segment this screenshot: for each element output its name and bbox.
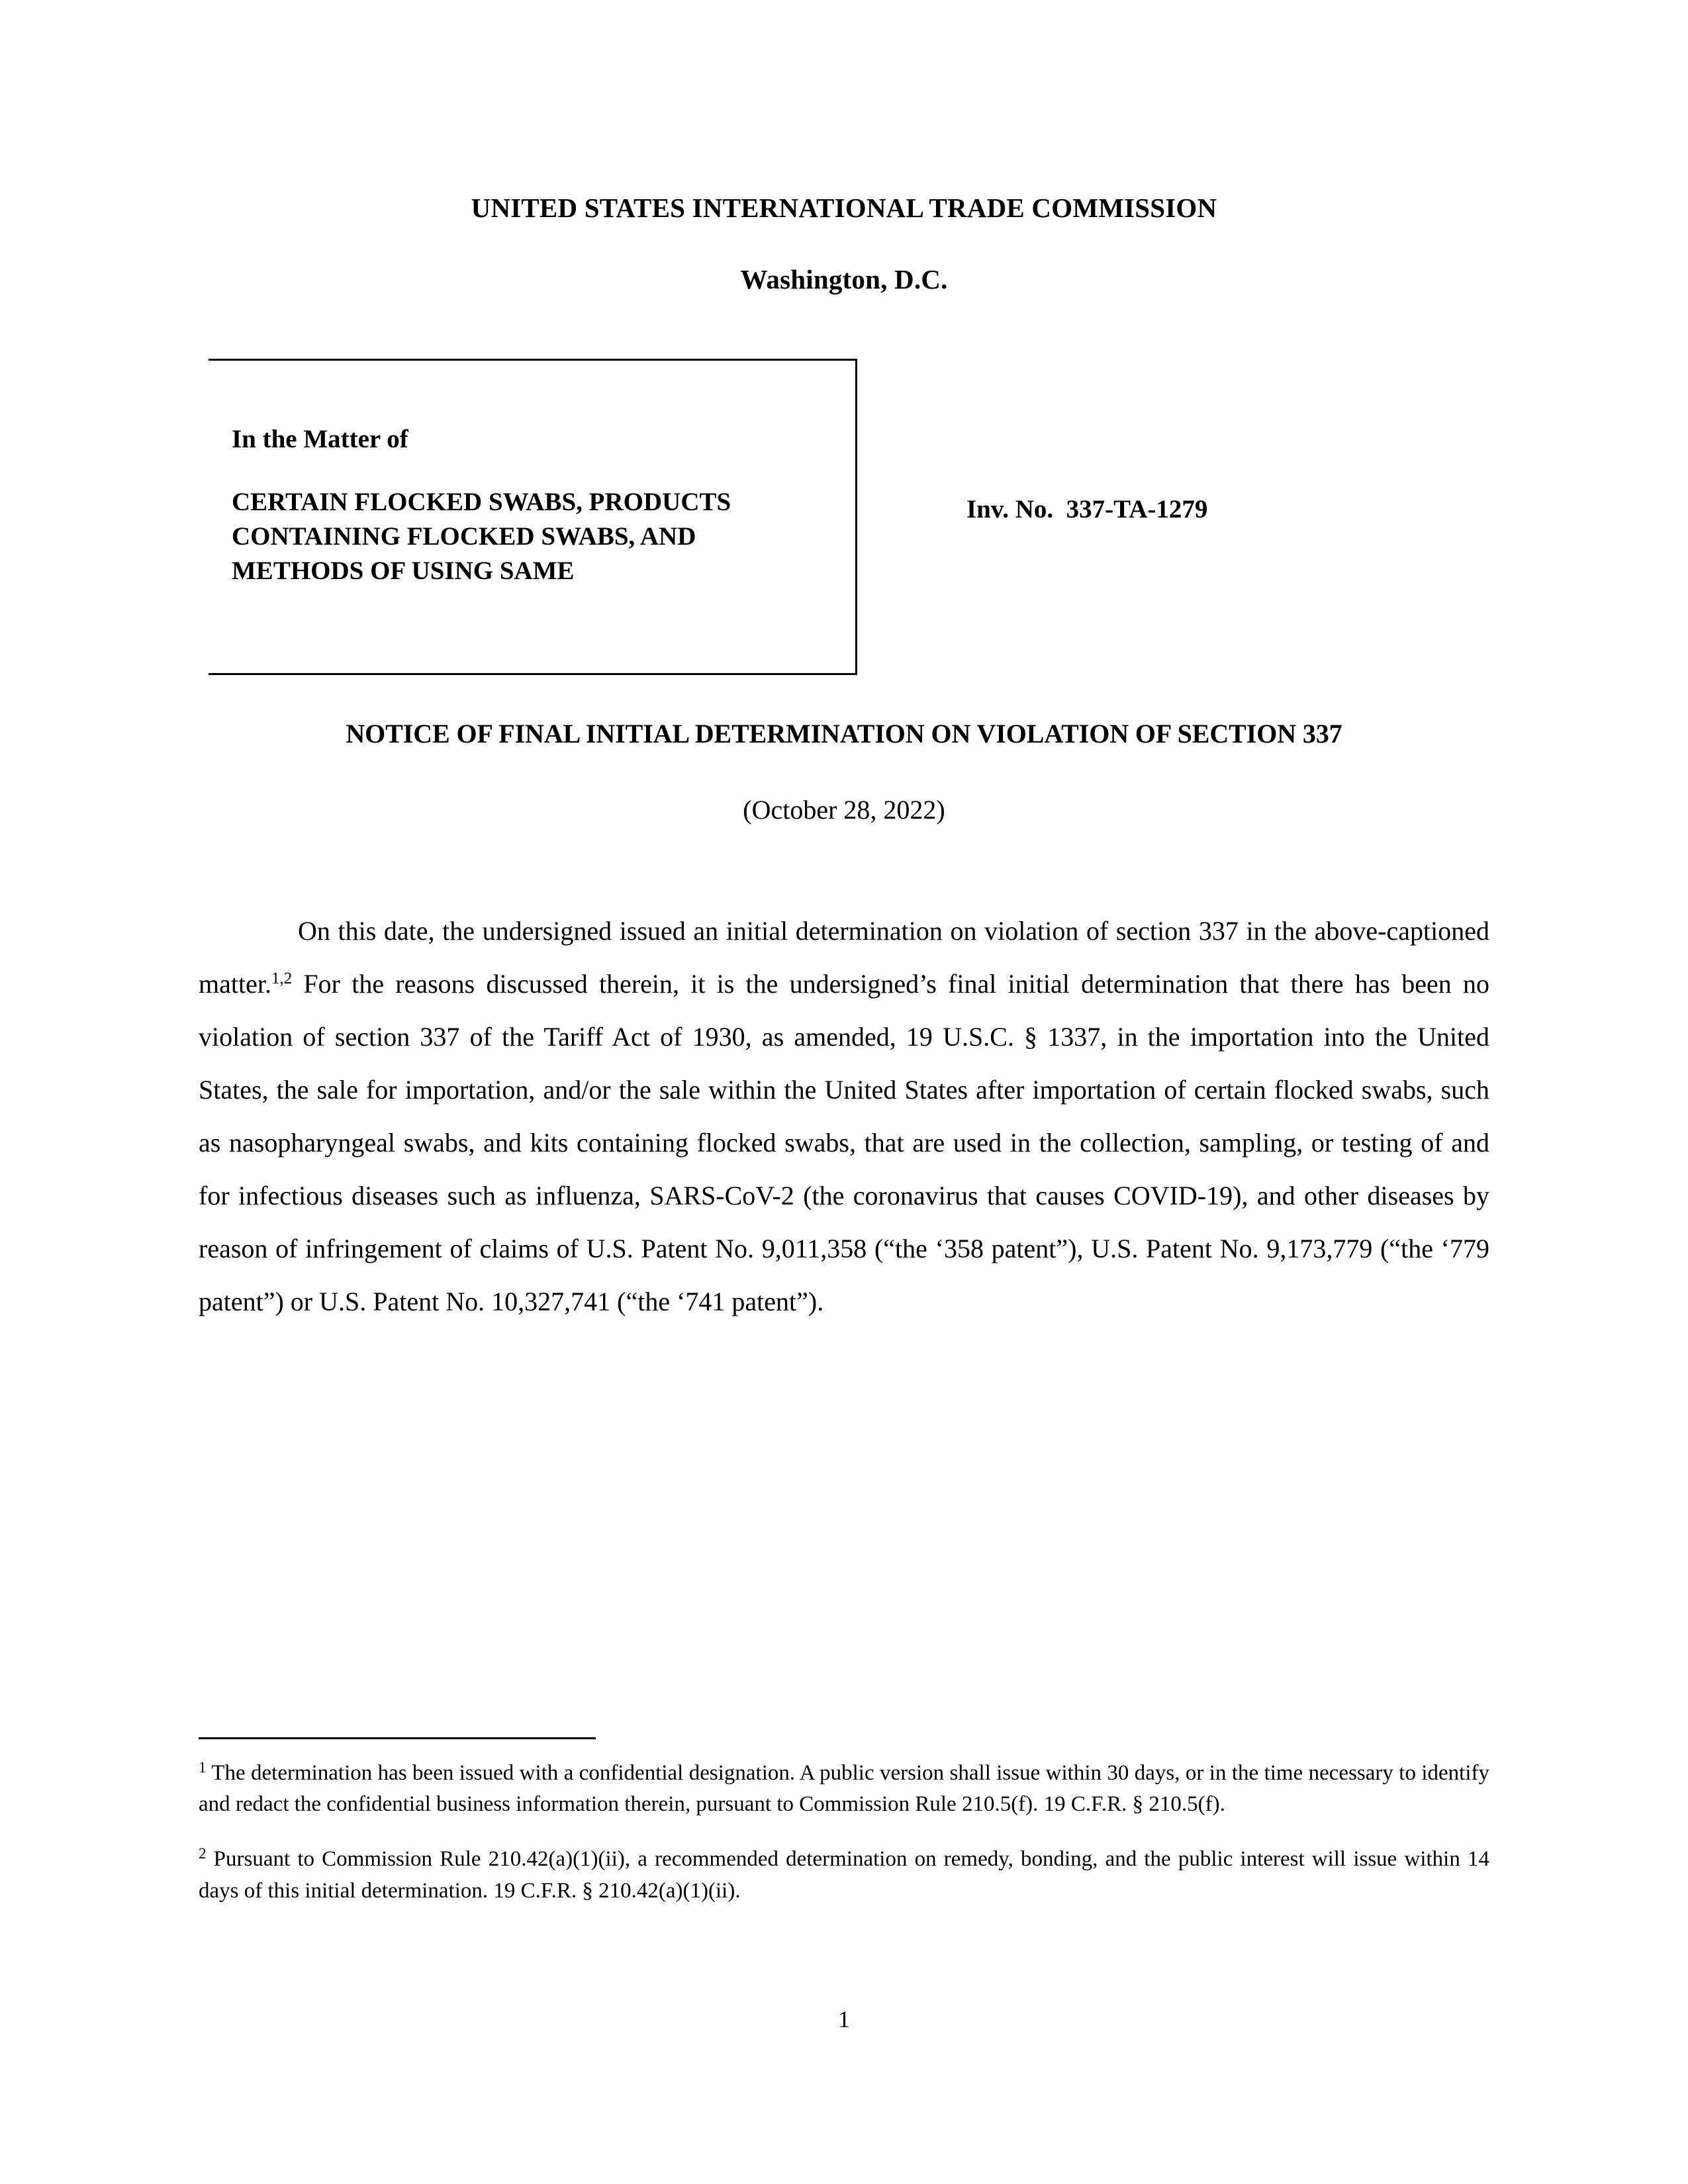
- notice-date: (October 28, 2022): [743, 795, 945, 825]
- footnote-1: [199, 1758, 1489, 1820]
- investigation-number: Inv. No. 337-TA-1279: [966, 495, 1208, 523]
- page-number: 1: [838, 2006, 850, 2032]
- in-the-matter-of-label: In the Matter of: [232, 425, 408, 453]
- location-heading: Washington, D.C.: [740, 264, 948, 295]
- page-content: [199, 0, 1489, 1328]
- footnote-reference-markers: 1,2: [271, 970, 293, 987]
- footnote-2-marker: 2: [199, 1845, 207, 1862]
- caption-block: [199, 359, 1489, 675]
- case-name: CERTAIN FLOCKED SWABS, PRODUCTS CONTAINING FLOCKED SWABS, AND METHODS OF USING SAME: [232, 488, 731, 585]
- footnote-area: [199, 1737, 1489, 1907]
- agency-heading: UNITED STATES INTERNATIONAL TRADE COMMISSION: [471, 193, 1217, 223]
- footnote-1-marker: 1: [199, 1759, 207, 1776]
- footnote-1-text: The determination has been issued with a confidential designation. A public version shall issue within 30 days, or in the time necessary to identify and redact the confidential business information therein, pursuant to Commission Rule 210.5(f). 19 C.F.R. § 210.5(f).: [199, 1761, 1489, 1817]
- body-paragraph-part2: For the reasons discussed therein, it is the undersigned’s final initial determination that there has been no violation of section 337 of the Tariff Act of 1930, as amended, 19 U.S.C. § 1337, in the importation into the United States, the sale for importation, and/or the sale within the United States after importation of certain flocked swabs, such as nasopharyngeal swabs, and kits containing flocked swabs, that are used in the collection, sampling, or testing of and for infectious diseases such as influenza, SARS-CoV-2 (the coronavirus that causes COVID-19), and other diseases by reason of infringement of claims of U.S. Patent No. 9,011,358 (“the ‘358 patent”), U.S. Patent No. 9,173,779 (“the ‘779 patent”) or U.S. Patent No. 10,327,741 (“the ‘741 patent”).: [199, 969, 1489, 1316]
- footnote-2: [199, 1844, 1489, 1906]
- caption-box: [209, 359, 857, 675]
- body-paragraph: [199, 905, 1489, 1328]
- footnote-2-text: Pursuant to Commission Rule 210.42(a)(1)(ii), a recommended determination on remedy, bonding, and the public interest will issue within 14 days of this initial determination. 19 C.F.R. § 210.42(a)(1)(ii).: [199, 1847, 1489, 1903]
- footnote-separator-rule: [199, 1737, 596, 1739]
- notice-title: NOTICE OF FINAL INITIAL DETERMINATION ON VIOLATION OF SECTION 337: [346, 719, 1342, 749]
- caption-inner: [209, 361, 855, 588]
- body-paragraph-part1: On this date, the undersigned issued an initial determination on violation of section 337 in the above-captioned matter.: [199, 916, 1489, 999]
